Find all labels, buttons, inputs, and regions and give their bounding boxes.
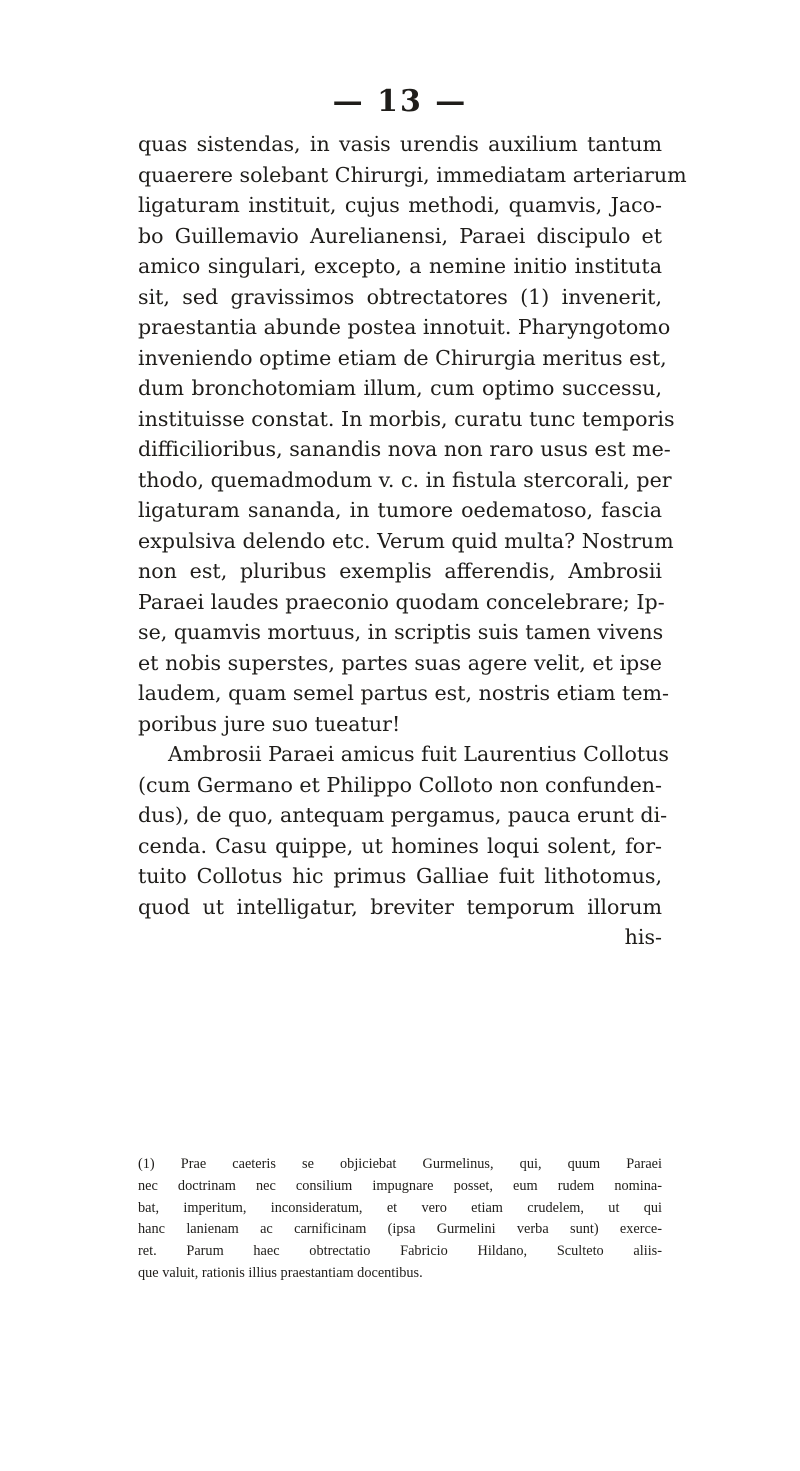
text-line: ligaturam sananda, in tumore oedematoso, fascia [138,498,662,522]
footnote-line: hanc lanienam ac carnificinam (ipsa Gurmelini verba sunt) exerce- [138,1221,662,1238]
footnote-line: nec doctrinam nec consilium impugnare posset, eum rudem nomina- [138,1177,662,1194]
footnote-line: que valuit, rationis illius praestantiam docentibus. [138,1264,423,1281]
text-line: Paraei laudes praeconio quodam concelebrare; Ip- [138,589,665,614]
text-line: tuito Collotus hic primus Galliae fuit lithotomus, [138,864,662,888]
body-text [138,129,687,953]
page-number: — 13 — [332,84,468,119]
footnote [138,1154,662,1285]
text-line: non est, pluribus exemplis afferendis, Ambrosii [138,559,662,583]
footnote-line: (1) Prae caeteris se objiciebat Gurmelinus, qui, quum Paraei [138,1156,662,1172]
text-line: expulsiva delendo etc. Verum quid multa? Nostrum [138,528,674,553]
footnote-line: bat, imperitum, inconsideratum, et vero etiam crudelem, ut qui [138,1199,662,1216]
text-line: ligaturam instituit, cujus methodi, quamvis, Jaco- [138,193,662,217]
text-line: praestantia abunde postea innotuit. Pharyngotomo [138,315,671,339]
text-line: poribus jure suo tueatur! [138,711,401,736]
footnote-line: ret. Parum haec obtrectatio Fabricio Hildano, Sculteto aliis- [138,1243,662,1260]
text-line: inveniendo optime etiam de Chirurgia meritus est, [138,345,667,370]
text-line: thodo, quemadmodum v. c. in fistula stercorali, per [138,467,672,492]
text-line: sit, sed gravissimos obtrectatores (1) invenerit, [138,284,662,309]
text-line: cenda. Casu quippe, ut homines loqui solent, for- [138,833,662,858]
text-line: dum bronchotomiam illum, cum optimo successu, [138,376,662,400]
text-line: laudem, quam semel partus est, nostris etiam tem- [138,681,670,705]
text-line: difficilioribus, sanandis nova non raro usus est me- [138,437,671,461]
catchword: his- [624,925,662,949]
text-line: amico singulari, excepto, a nemine initio instituta [138,254,662,278]
text-line: et nobis superstes, partes suas agere velit, et ipse [138,650,662,675]
text-line: bo Guillemavio Aurelianensi, Paraei discipulo et [138,223,662,248]
text-line: instituisse constat. In morbis, curatu tunc temporis [138,406,675,431]
text-line: quod ut intelligatur, breviter temporum illorum [138,894,662,919]
text-line: dus), de quo, antequam pergamus, pauca erunt di- [138,803,668,827]
text-line: se, quamvis mortuus, in scriptis suis tamen vivens [138,620,664,644]
text-line: quas sistendas, in vasis urendis auxilium tantum [138,132,662,156]
text-line: (cum Germano et Philippo Colloto non confunden- [138,772,662,797]
text-line: quaerere solebant Chirurgi, immediatam arteriarum [138,162,687,187]
text-line: Ambrosii Paraei amicus fuit Laurentius Collotus [168,742,669,766]
